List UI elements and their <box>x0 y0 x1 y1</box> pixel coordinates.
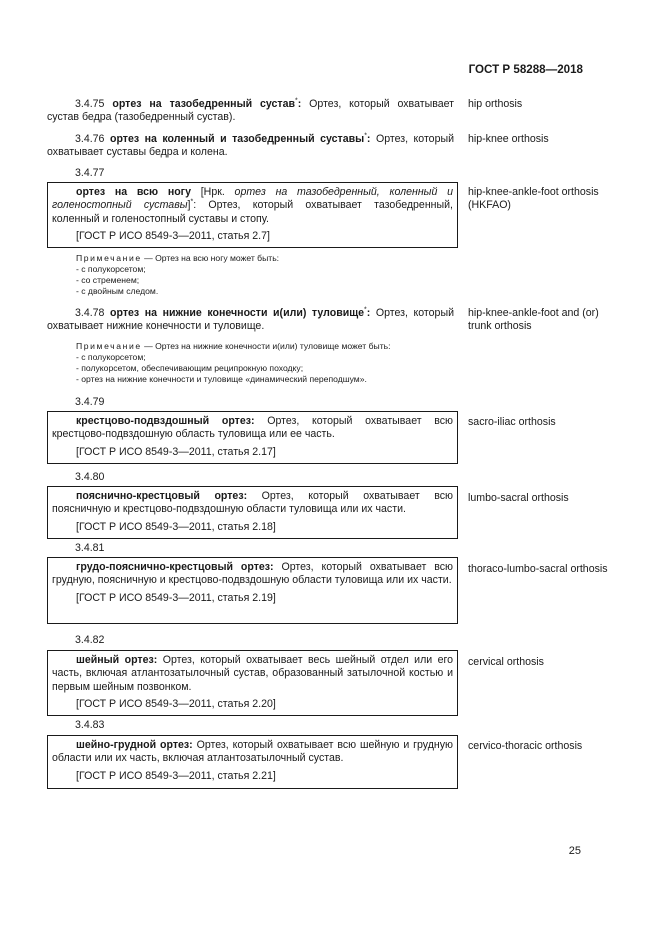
entry-number: 3.4.77 <box>75 167 105 179</box>
source-reference: [ГОСТ Р ИСО 8549-3—2011, статья 2.20] <box>76 698 276 711</box>
entry-number: 3.4.81 <box>75 542 105 554</box>
english-term: hip-knee orthosis <box>468 133 549 145</box>
entry-number: 3.4.76 <box>75 133 105 145</box>
source-reference: [ГОСТ Р ИСО 8549-3—2011, статья 2.21] <box>76 769 276 782</box>
definition: Ортез, который охватывает всю шейную и грудную области или их часть, включая атлантозатылочный сустав. <box>52 739 453 765</box>
term: ортез на нижние конечности и(или) туловище <box>110 307 365 319</box>
entry-number: 3.4.82 <box>75 634 105 646</box>
source-reference: [ГОСТ Р ИСО 8549-3—2011, статья 2.19] <box>76 591 276 604</box>
english-term: cervico-thoracic orthosis <box>468 740 583 752</box>
english-term: sacro-iliac orthosis <box>468 416 556 428</box>
term: ортез на тазобедренный сустав <box>112 98 296 110</box>
page-number: 25 <box>568 845 581 857</box>
source-reference: [ГОСТ Р ИСО 8549-3—2011, статья 2.7] <box>76 230 270 243</box>
term-box-3-4-83 <box>47 735 458 789</box>
term: шейный ортез: <box>76 654 158 666</box>
definition: Ортез, который охватывает нижние конечности и туловище. <box>47 307 454 333</box>
list-item: - с полукорсетом; <box>76 352 146 362</box>
entry-3-4-75: 3.4.75 ортез на тазобедренный сустав*: Ортез, который охватывает сустав бедра (тазобедренный сустав). <box>47 97 454 124</box>
term: ортез на коленный и тазобедренный суставы <box>109 133 365 145</box>
definition: Ортез, который охватывает всю крестцово-подвздошную область туловища или ее часть. <box>52 415 453 441</box>
source-reference: [ГОСТ Р ИСО 8549-3—2011, статья 2.17] <box>76 445 276 458</box>
term: пояснично-крестцовый ортез: <box>76 490 248 502</box>
definition: Ортез, который охватывает весь шейный отдел или его часть, включая атлантозатылочный сустав, образованный затылочной костью и первым шейным позвонком. <box>52 654 453 693</box>
english-term: lumbo-sacral orthosis <box>468 492 569 504</box>
definition: Ортез, который охватывает всю грудную, поясничную и крестцово-подвздошную области туловища или их части. <box>52 561 453 587</box>
english-term: hip orthosis <box>468 98 523 110</box>
list-item: - со стременем; <box>76 275 140 285</box>
english-term: thoraco-lumbo-sacral orthosis <box>468 563 608 575</box>
definition: Ортез, который охватывает всю поясничную и крестцово-подвздошную области туловища или их части. <box>52 490 453 516</box>
term: грудо-пояснично-крестцовый ортез: <box>76 561 274 573</box>
entry-number: 3.4.80 <box>75 471 105 483</box>
source-reference: [ГОСТ Р ИСО 8549-3—2011, статья 2.18] <box>76 520 276 533</box>
term-box-3-4-81 <box>47 557 458 624</box>
list-item: - полукорсетом, обеспечивающим реципрокную походку; <box>76 363 304 373</box>
entry-3-4-78: 3.4.78 ортез на нижние конечности и(или) туловище*: Ортез, который охватывает нижние конечности и туловище. <box>47 306 454 333</box>
english-term: hip-knee-ankle-foot orthosis (HKFAO) <box>468 186 599 212</box>
term-box-3-4-80 <box>47 486 458 539</box>
deprecated-term: ортез на тазобедренный, коленный и голеностопный суставы <box>52 186 453 212</box>
note-3-4-77: Примечание — Ортез на всю ногу может быть: - с полукорсетом; - со стременем; - с двойным следом. <box>76 253 456 297</box>
definition: Ортез, который охватывает сустав бедра (тазобедренный сустав). <box>47 98 454 124</box>
list-item: - с двойным следом. <box>76 286 159 296</box>
entry-number: 3.4.75 <box>75 98 105 110</box>
term-box-3-4-79 <box>47 411 458 464</box>
term-box-3-4-77: ортез на всю ногу [Нрк. ортез на тазобедренный, коленный и голеностопный суставы]*: Ортез, который охватывает тазобедренный, коленный и голеностопный суставы и стопу. [ГОСТ Р ИСО 8549-3—2011, статья 2.7] <box>47 182 458 248</box>
term: крестцово-подвздошный ортез: <box>76 415 255 427</box>
entry-number: 3.4.83 <box>75 719 105 731</box>
term: ортез на всю ногу <box>76 186 191 198</box>
note-label: Примечание <box>76 341 142 351</box>
definition: Ортез, который охватывает суставы бедра и колена. <box>47 133 454 159</box>
list-item: - ортез на нижние конечности и туловище «динамический переподшум». <box>76 374 367 384</box>
note-label: Примечание <box>76 253 142 263</box>
entry-number: 3.4.79 <box>75 396 105 408</box>
english-term: cervical orthosis <box>468 656 544 668</box>
term: шейно-грудной ортез: <box>76 739 193 751</box>
entry-3-4-76: 3.4.76 ортез на коленный и тазобедренный суставы*: Ортез, который охватывает суставы бедра и колена. <box>47 132 454 159</box>
english-term: hip-knee-ankle-foot and (or) trunk orthosis <box>468 307 599 333</box>
note-3-4-78: Примечание — Ортез на нижние конечности и(или) туловище может быть: - с полукорсетом; - полукорсетом, обеспечивающим реципрокную походку; - ортез на нижние конечности и туловище «динамический переподшум». <box>76 341 456 385</box>
document-header: ГОСТ Р 58288—2018 <box>468 63 583 76</box>
definition: Ортез, который охватывает тазобедренный, коленный и голеностопный суставы и стопу. <box>52 199 453 225</box>
entry-number: 3.4.78 <box>75 307 105 319</box>
list-item: - с полукорсетом; <box>76 264 146 274</box>
term-box-3-4-82 <box>47 650 458 716</box>
